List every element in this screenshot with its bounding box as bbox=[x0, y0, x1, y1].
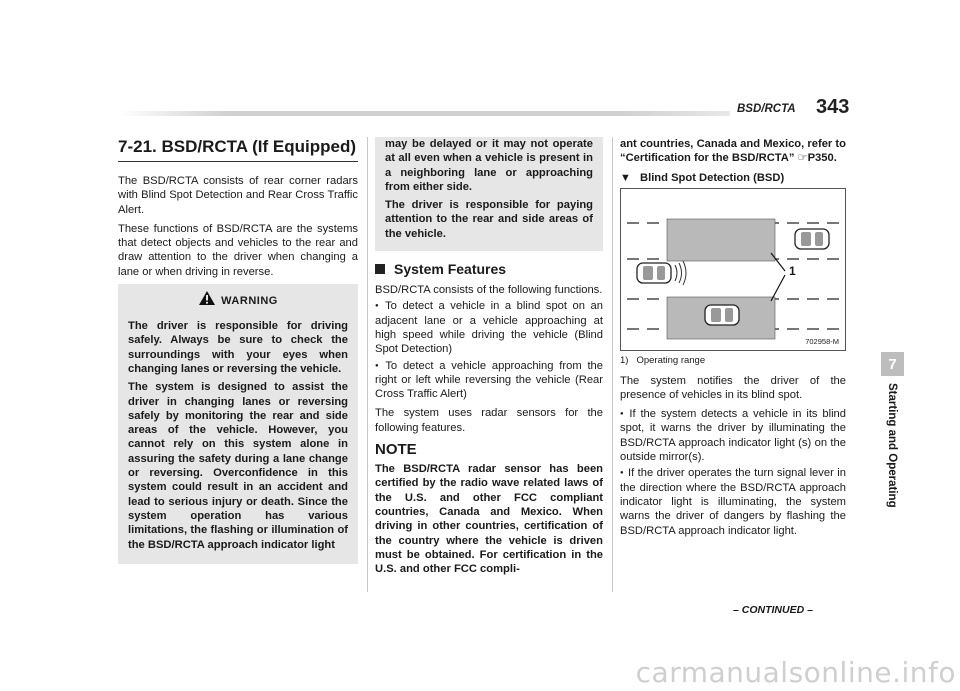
features-intro: BSD/RCTA consists of the following functions. bbox=[375, 284, 603, 297]
diagram-callout-number: 1 bbox=[789, 263, 796, 278]
column-divider bbox=[367, 137, 368, 592]
bullet-icon bbox=[375, 300, 385, 312]
column-3 bbox=[620, 137, 846, 543]
warning-paragraph: may be delayed or it may not operate at all even when a vehicle is present in a neighboring lane or approaching from either side. bbox=[385, 138, 593, 193]
warning-label: WARNING bbox=[221, 294, 278, 307]
feature-bullet: ● If the driver operates the turn signal lever in the direction where the BSD/RCTA approach indicator light is illuminating, the system warns the driver of dangers by flashing the BSD/RCTA approach indicator light. bbox=[620, 466, 846, 537]
bullet-icon bbox=[375, 360, 385, 372]
intro-paragraph: These functions of BSD/RCTA are the systems that detect objects and vehicles to the rear and draw attention to the driver when changing a lane or when driving in reverse. bbox=[118, 222, 358, 278]
triangle-down-icon: ▼ bbox=[620, 171, 631, 184]
warning-paragraph: The driver is responsible for paying attention to the rear and side areas of the vehicle. bbox=[385, 199, 593, 240]
note-text-block bbox=[375, 462, 603, 576]
feature-bullet: ● To detect a vehicle approaching from the right or left while reversing the vehicle (Rear Cross Traffic Alert) bbox=[375, 359, 603, 402]
intro-paragraph: The BSD/RCTA consists of rear corner radars with Blind Spot Detection and Rear Cross Traffic Alert. bbox=[118, 175, 358, 216]
host-vehicle bbox=[637, 263, 671, 283]
note-label: NOTE bbox=[375, 441, 417, 459]
page-number: 343 bbox=[816, 96, 850, 118]
warning-header bbox=[128, 290, 348, 311]
bullet-icon bbox=[620, 467, 628, 479]
vehicle-adjacent-lane bbox=[705, 305, 739, 325]
subsection-title: System Features bbox=[394, 261, 507, 278]
subsection-heading bbox=[375, 261, 603, 277]
bsd-heading: ▼ Blind Spot Detection (BSD) bbox=[620, 171, 785, 184]
watermark: carmanualsonline.info bbox=[635, 656, 956, 689]
chapter-tab-number: 7 bbox=[881, 352, 904, 376]
sensors-paragraph: The system uses radar sensors for the following features. bbox=[375, 407, 603, 434]
header-rule bbox=[118, 111, 730, 116]
running-header-title: BSD/RCTA bbox=[737, 103, 796, 115]
column-1 bbox=[118, 137, 358, 564]
feature-bullet: ● If the system detects a vehicle in its blind spot, it warns the driver by illuminating the BSD/RCTA approach indicator light (s) on the outside mirror(s). bbox=[620, 407, 846, 464]
figure-caption: 1) Operating range bbox=[620, 354, 706, 366]
note-paragraph: The BSD/RCTA radar sensor has been certified by the radio wave related laws of the U.S. and other FCC compliant countries, Canada and Mexico. When driving in other countries, certification of the country where the vehicle is driven must be obtained. For certification in the U.S. and other FCC compli- bbox=[375, 463, 603, 576]
column-divider bbox=[612, 137, 613, 592]
figure-code: 702958-M bbox=[805, 336, 839, 346]
bsd-diagram bbox=[620, 188, 846, 351]
bullet-icon bbox=[620, 408, 629, 420]
operating-range-zone-upper bbox=[667, 219, 775, 261]
feature-bullet: ● To detect a vehicle in a blind spot on an adjacent lane or a vehicle approaching at high speed while driving the vehicle (Blind Spot Detection) bbox=[375, 299, 603, 356]
column-2 bbox=[375, 137, 603, 581]
body-paragraph: The system notifies the driver of the presence of vehicles in its blind spot. bbox=[620, 374, 846, 401]
vehicle-far-lane bbox=[795, 229, 829, 249]
continued-label: – CONTINUED – bbox=[733, 604, 813, 616]
square-bullet-icon bbox=[375, 264, 385, 274]
chapter-tab-label: Starting and Operating bbox=[886, 383, 898, 508]
warning-paragraph: The system is designed to assist the driver in changing lanes or reversing safely by monitoring the rear and side areas of the vehicle. However, you cannot rely on this system alone in assuring the safety during a lane change or reversing. Overconfidence in this system could result in an accident and lead to serious injury or death. Since the system operation has various limitations, the flashing or illumination of the BSD/RCTA approach indicator light bbox=[128, 381, 348, 551]
note-continued: ant countries, Canada and Mexico, refer to “Certification for the BSD/RCTA” ☞P350. bbox=[620, 138, 846, 165]
section-title: 7-21. BSD/RCTA (If Equipped) bbox=[118, 137, 358, 162]
warning-box-continued bbox=[375, 137, 603, 251]
warning-triangle-icon bbox=[198, 290, 216, 311]
warning-paragraph: The driver is responsible for driving safely. Always be sure to check the surroundings with your eyes when changing lanes or reversing the vehicle. bbox=[128, 320, 348, 375]
warning-box bbox=[118, 284, 358, 564]
bsd-diagram-drawing bbox=[621, 189, 845, 350]
